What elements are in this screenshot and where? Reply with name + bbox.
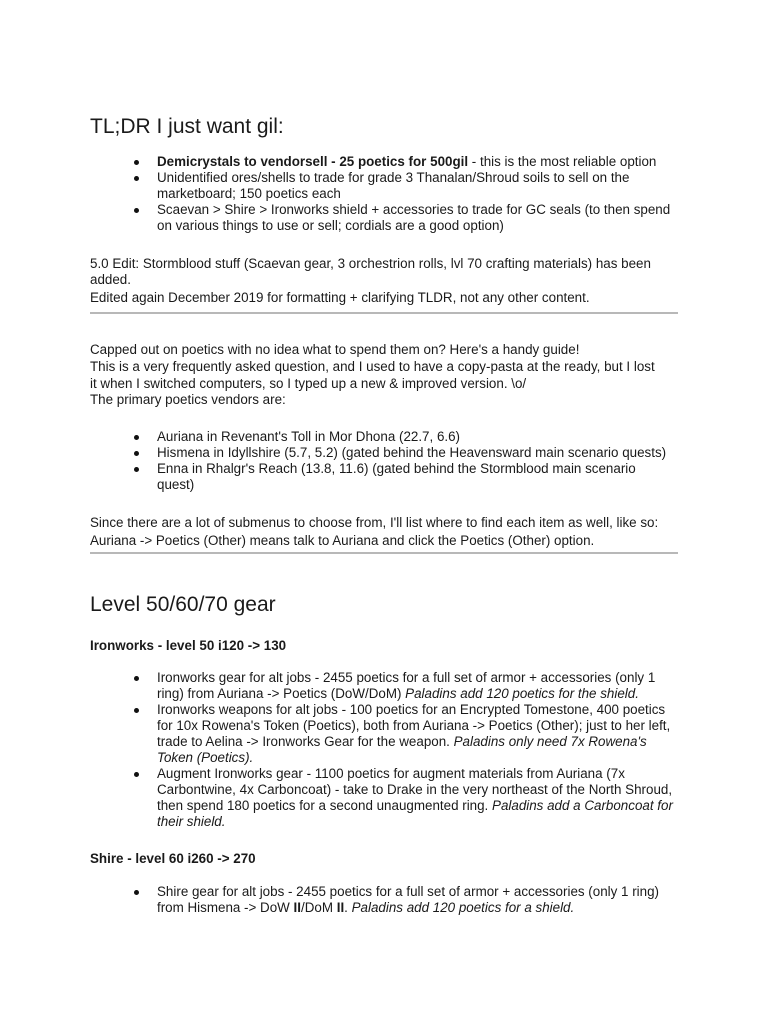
divider <box>90 312 678 314</box>
edit-notes <box>90 256 680 306</box>
edit-note: 5.0 Edit: Stormblood stuff (Scaevan gear, 3 orchestrion rolls, lvl 70 crafting materials) has been added. <box>90 256 651 287</box>
list-item: Hismena in Idyllshire (5.7, 5.2) (gated behind the Heavensward main scenario quests) <box>90 445 673 461</box>
submenu-line: Auriana -> Poetics (Other) means talk to Auriana and click the Poetics (Other) option. <box>90 533 595 548</box>
vendor-list <box>90 429 680 493</box>
gear-heading: Level 50/60/70 gear <box>90 593 276 616</box>
tldr-list <box>90 154 680 234</box>
shire-list <box>90 884 680 916</box>
intro-line: Capped out on poetics with no idea what to spend them on? Here's a handy guide! <box>90 342 580 357</box>
ironworks-list <box>90 670 680 830</box>
divider <box>90 552 678 554</box>
intro-text <box>90 342 680 408</box>
list-item: Enna in Rhalgr's Reach (13.8, 11.6) (gated behind the Stormblood main scenario quest) <box>90 461 673 493</box>
list-item: Auriana in Revenant's Toll in Mor Dhona (22.7, 6.6) <box>90 429 673 445</box>
list-item-bold: Demicrystals to vendorsell - 25 poetics for 500gil <box>157 154 469 169</box>
list-item: Ironworks weapons for alt jobs - 100 poetics for an Encrypted Tomestone, 400 poetics for 10x Rowena's Token (Poetics), both from Auriana -> Poetics (Other); just to her left, trade to Aelina -> Ironworks Gear for the weapon. Paladins only need 7x Rowena's Token (Poetics). <box>90 702 673 766</box>
list-item: Ironworks gear for alt jobs - 2455 poetics for a full set of armor + accessories (only 1 ring) from Auriana -> Poetics (DoW/DoM) Paladins add 120 poetics for the shield. <box>90 670 673 702</box>
list-item: Unidentified ores/shells to trade for grade 3 Thanalan/Shroud soils to sell on the marketboard; 150 poetics each <box>90 170 673 202</box>
submenu-line: Since there are a lot of submenus to choose from, I'll list where to find each item as well, like so: <box>90 515 659 530</box>
edit-note: Edited again December 2019 for formatting + clarifying TLDR, not any other content. <box>90 290 590 305</box>
shire-subheading: Shire - level 60 i260 -> 270 <box>90 851 256 866</box>
ironworks-subheading: Ironworks - level 50 i120 -> 130 <box>90 638 287 653</box>
intro-line: The primary poetics vendors are: <box>90 392 286 407</box>
list-item: Augment Ironworks gear - 1100 poetics for augment materials from Auriana (7x Carbontwine, 4x Carboncoat) - take to Drake in the very northeast of the North Shroud, then spend 180 poetics for a second unaugmented ring. Paladins add a Carboncoat for their shield. <box>90 766 673 830</box>
submenu-note <box>90 515 680 549</box>
list-item: Demicrystals to vendorsell - 25 poetics for 500gil - this is the most reliable option <box>90 154 673 170</box>
list-item: Scaevan > Shire > Ironworks shield + accessories to trade for GC seals (to then spend on various things to use or sell; cordials are a good option) <box>90 202 673 234</box>
intro-line: This is a very frequently asked question, and I used to have a copy-pasta at the ready, but I lost it when I switched computers, so I typed up a new & improved version. \o/ <box>90 359 655 391</box>
list-item: Shire gear for alt jobs - 2455 poetics for a full set of armor + accessories (only 1 ring) from Hismena -> DoW II/DoM II. Paladins add 120 poetics for a shield. <box>90 884 673 916</box>
tldr-heading: TL;DR I just want gil: <box>90 115 284 138</box>
